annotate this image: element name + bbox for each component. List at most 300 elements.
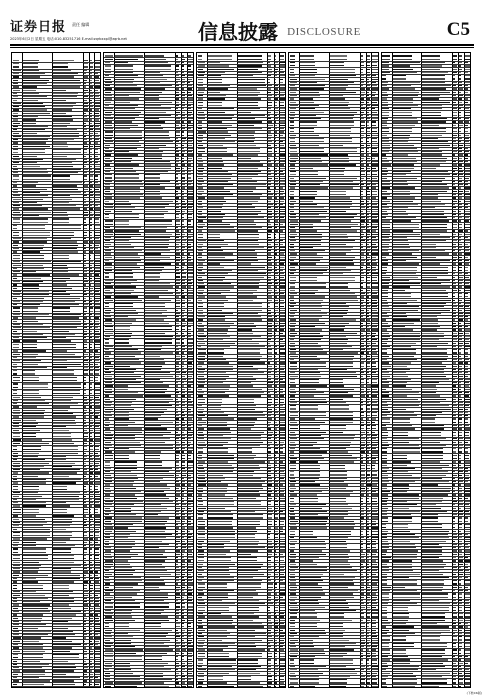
table-cell-text — [280, 336, 285, 337]
table-cell-text — [182, 445, 184, 446]
table-cell-text — [53, 370, 74, 371]
table-cell-text — [290, 267, 295, 268]
table-cell-text — [367, 184, 370, 185]
table-cell-text — [182, 580, 185, 581]
table-cell-text — [330, 333, 357, 334]
table-cell-text — [275, 508, 278, 509]
table-cell-text — [280, 349, 285, 350]
table-cell-text — [198, 280, 203, 281]
table-cell-text — [361, 369, 363, 370]
table-cell-text — [13, 90, 20, 91]
table-cell-text — [208, 164, 224, 165]
table-cell-text — [115, 346, 132, 347]
table-cell-text — [90, 298, 92, 299]
table-cell-text — [372, 75, 376, 76]
table-cell-text — [182, 191, 184, 192]
table-cell-text — [188, 263, 194, 264]
table-cell-text — [90, 403, 93, 404]
table-cell-text — [115, 405, 130, 406]
table-cell-text — [280, 465, 285, 466]
table-cell-text — [268, 161, 271, 162]
table-cell-text — [105, 121, 112, 122]
table-cell-text — [83, 281, 87, 282]
table-cell-text — [145, 448, 173, 449]
table-cell-text — [83, 618, 87, 619]
table-cell-text — [300, 392, 324, 393]
table-cell-text — [145, 501, 173, 502]
table-cell-text — [176, 227, 179, 228]
table-cell-text — [367, 121, 369, 122]
table-cell-text — [188, 547, 192, 548]
table-cell-text — [330, 161, 349, 162]
table-cell-text — [83, 146, 87, 147]
table-cell-text — [95, 298, 100, 299]
table-cell-text — [208, 465, 232, 466]
table-cell-text — [176, 405, 180, 406]
table-cell-text — [268, 362, 270, 363]
table-cell-text — [23, 126, 48, 127]
table-cell-text — [330, 62, 344, 63]
table-cell-text — [182, 511, 184, 512]
table-cell-text — [208, 69, 234, 70]
table-cell-text — [83, 651, 86, 652]
table-cell-text — [275, 339, 277, 340]
table-cell-text — [105, 537, 110, 538]
table-cell-text — [208, 227, 234, 228]
table-cell-text — [105, 339, 109, 340]
table-cell-text — [115, 333, 132, 334]
table-cell-text — [330, 283, 348, 284]
table-cell-text — [105, 498, 110, 499]
table-cell-text — [361, 125, 365, 126]
table-cell-text — [188, 666, 192, 667]
table-cell-text — [300, 72, 317, 73]
table-cell-text — [300, 455, 322, 456]
table-cell-text — [208, 62, 221, 63]
table-cell-text — [13, 192, 18, 193]
table-cell-text — [182, 448, 185, 449]
table-cell-text — [115, 184, 143, 185]
table-cell-text — [105, 303, 109, 304]
table-cell-text — [13, 311, 20, 312]
table-cell-text — [367, 141, 369, 142]
table-cell-text — [176, 300, 180, 301]
table-cell-text — [198, 587, 205, 588]
table-cell-text — [290, 501, 294, 502]
table-cell-text — [13, 505, 20, 506]
table-cell-text — [275, 220, 278, 221]
table-cell-text — [198, 145, 203, 146]
table-cell-text — [198, 385, 204, 386]
table-cell-text — [105, 329, 112, 330]
table-cell-text — [115, 326, 130, 327]
table-cell-text — [182, 405, 185, 406]
table-cell-text — [280, 508, 286, 509]
table-cell-text — [23, 598, 49, 599]
table-cell-text — [367, 230, 370, 231]
table-cell-text — [95, 96, 99, 97]
table-cell-text — [198, 191, 205, 192]
table-cell-text — [268, 112, 271, 113]
table-cell-text — [330, 399, 343, 400]
table-cell-text — [145, 263, 170, 264]
table-cell-text — [145, 115, 171, 116]
table-cell-text — [361, 448, 364, 449]
table-cell-text — [13, 535, 20, 536]
table-cell-text — [372, 273, 378, 274]
table-cell-text — [268, 527, 271, 528]
table-cell-text — [188, 554, 193, 555]
table-cell-text — [361, 534, 363, 535]
table-cell-text — [145, 471, 169, 472]
table-cell-text — [188, 349, 192, 350]
table-cell-text — [182, 115, 185, 116]
table-cell-text — [90, 347, 93, 348]
table-cell-text — [280, 663, 286, 664]
table-cell-text — [198, 570, 205, 571]
table-cell-text — [95, 420, 100, 421]
table-cell-text — [95, 156, 98, 157]
table-cell-text — [145, 564, 162, 565]
table-cell-text — [90, 73, 93, 74]
table-cell-text — [90, 436, 92, 437]
table-cell-text — [237, 343, 259, 344]
table-cell-text — [23, 189, 47, 190]
table-cell-text — [182, 537, 184, 538]
table-cell-text — [145, 508, 166, 509]
table-cell-text — [361, 293, 365, 294]
table-cell-text — [237, 679, 251, 680]
table-cell-text — [280, 653, 285, 654]
table-cell-text — [372, 389, 377, 390]
table-cell-text — [23, 103, 43, 104]
table-cell-text — [367, 62, 370, 63]
table-cell-text — [330, 88, 346, 89]
table-cell-text — [53, 80, 81, 81]
table-cell-text — [367, 521, 369, 522]
table-cell-text — [275, 65, 277, 66]
table-cell-text — [182, 197, 184, 198]
table-cell-text — [367, 448, 371, 449]
table-cell-text — [268, 148, 272, 149]
table-cell-text — [115, 135, 142, 136]
table-cell-text — [95, 162, 98, 163]
table-cell-text — [90, 512, 92, 513]
table-cell-text — [290, 125, 294, 126]
table-cell-text — [361, 392, 364, 393]
table-cell-text — [198, 72, 206, 73]
table-cell-text — [198, 686, 202, 687]
table-cell-text — [280, 412, 284, 413]
table-cell-text — [83, 166, 86, 167]
table-cell-text — [372, 65, 377, 66]
table-cell-text — [208, 247, 221, 248]
table-cell-text — [95, 456, 99, 457]
table-cell-text — [361, 438, 365, 439]
table-cell-text — [198, 220, 204, 221]
table-cell-text — [95, 166, 100, 167]
table-cell-text — [115, 686, 137, 687]
table-cell-text — [208, 498, 233, 499]
table-cell-text — [105, 481, 112, 482]
table-cell-text — [53, 103, 77, 104]
table-cell-text — [95, 410, 100, 411]
table-cell-text — [53, 664, 75, 665]
table-cell-text — [90, 301, 92, 302]
table-cell-text — [280, 541, 285, 542]
table-cell-text — [188, 362, 193, 363]
table-cell-text — [275, 560, 278, 561]
table-cell-text — [83, 505, 87, 506]
table-cell-text — [182, 468, 185, 469]
table-cell-text — [176, 679, 178, 680]
table-cell-text — [275, 557, 278, 558]
table-cell-text — [13, 641, 20, 642]
table-cell-text — [300, 197, 314, 198]
table-cell-text — [13, 159, 20, 160]
table-cell-text — [290, 498, 294, 499]
table-cell-text — [83, 479, 87, 480]
table-cell-text — [275, 69, 278, 70]
table-cell-text — [330, 164, 356, 165]
table-cell-text — [95, 519, 101, 520]
table-cell-text — [83, 103, 87, 104]
table-cell-text — [23, 337, 47, 338]
table-cell-text — [13, 413, 21, 414]
table-cell-text — [290, 105, 298, 106]
table-cell-text — [280, 567, 284, 568]
table-cell-text — [13, 575, 19, 576]
table-cell-text — [237, 547, 265, 548]
table-cell-text — [372, 333, 376, 334]
table-cell-text — [105, 504, 111, 505]
table-cell-text — [280, 461, 283, 462]
table-cell-text — [176, 547, 178, 548]
table-cell-text — [198, 346, 202, 347]
table-cell-text — [330, 458, 357, 459]
table-cell-text — [300, 313, 327, 314]
table-cell-text — [280, 197, 284, 198]
table-cell-text — [367, 442, 370, 443]
table-cell-text — [95, 63, 100, 64]
table-cell-text — [23, 251, 40, 252]
table-cell-text — [83, 245, 86, 246]
table-cell-text — [53, 116, 73, 117]
table-cell-text — [290, 88, 297, 89]
table-cell-text — [95, 66, 100, 67]
table-cell-text — [268, 395, 271, 396]
table-cell-text — [23, 512, 39, 513]
table-cell-text — [23, 123, 36, 124]
table-cell-text — [53, 129, 77, 130]
table-cell-text — [300, 253, 317, 254]
table-cell-text — [83, 106, 87, 107]
table-cell-text — [361, 465, 365, 466]
table-cell-text — [53, 337, 66, 338]
table-cell-text — [330, 115, 355, 116]
table-cell-text — [182, 593, 185, 594]
table-cell-text — [23, 255, 44, 256]
table-cell-text — [268, 382, 272, 383]
table-cell-text — [145, 498, 169, 499]
table-cell-text — [53, 430, 70, 431]
table-cell-text — [105, 399, 109, 400]
table-cell-text — [53, 205, 76, 206]
table-cell-text — [105, 174, 111, 175]
table-cell-text — [280, 171, 283, 172]
table-cell-text — [145, 577, 160, 578]
table-cell-text — [280, 346, 284, 347]
table-cell-text — [176, 82, 178, 83]
table-cell-text — [105, 310, 111, 311]
table-cell-text — [83, 327, 87, 328]
table-cell-text — [83, 294, 87, 295]
table-cell-text — [188, 385, 191, 386]
table-cell-text — [95, 86, 100, 87]
table-cell-text — [361, 372, 364, 373]
table-cell-text — [280, 118, 285, 119]
table-cell-text — [237, 237, 259, 238]
table-cell-text — [145, 554, 163, 555]
table-cell-text — [361, 148, 365, 149]
table-cell-text — [53, 644, 81, 645]
table-cell-text — [330, 402, 346, 403]
table-cell-text — [23, 380, 40, 381]
table-cell-text — [208, 653, 229, 654]
table-cell-text — [188, 577, 193, 578]
table-cell-text — [90, 400, 93, 401]
table-cell-text — [280, 620, 286, 621]
table-cell-text — [145, 679, 172, 680]
table-cell-text — [372, 422, 375, 423]
table-cell-text — [83, 284, 85, 285]
table-cell-text — [176, 498, 179, 499]
table-cell-text — [176, 468, 180, 469]
table-cell-text — [361, 498, 363, 499]
table-cell-text — [188, 98, 193, 99]
table-cell-text — [275, 125, 277, 126]
table-cell-text — [268, 640, 272, 641]
table-cell-text — [145, 362, 165, 363]
table-cell-text — [198, 112, 204, 113]
table-cell-text — [268, 260, 271, 261]
table-cell-text — [115, 465, 137, 466]
table-cell-text — [290, 352, 296, 353]
table-cell-text — [105, 666, 112, 667]
table-cell-text — [13, 522, 20, 523]
table-cell-text — [280, 257, 285, 258]
table-cell-text — [330, 508, 353, 509]
table-cell-text — [361, 316, 364, 317]
table-cell-text — [95, 340, 101, 341]
table-cell-text — [105, 148, 109, 149]
table-cell-text — [280, 409, 285, 410]
table-cell-text — [280, 168, 285, 169]
table-cell-text — [53, 225, 81, 226]
table-cell-text — [198, 283, 205, 284]
table-cell-text — [13, 80, 18, 81]
table-cell-text — [95, 76, 99, 77]
table-cell-text — [330, 141, 352, 142]
table-cell-text — [361, 230, 364, 231]
table-cell-text — [367, 207, 369, 208]
table-cell-text — [83, 321, 85, 322]
table-cell-text — [330, 313, 347, 314]
table-cell-text — [23, 360, 41, 361]
table-cell-text — [300, 349, 323, 350]
table-cell-text — [367, 468, 370, 469]
table-cell-text — [145, 286, 173, 287]
table-cell-text — [90, 192, 93, 193]
table-cell-text — [83, 248, 85, 249]
table-cell-text — [280, 181, 285, 182]
table-cell-text — [83, 601, 87, 602]
table-cell-text — [237, 669, 255, 670]
table-cell-text — [53, 139, 75, 140]
table-cell-text — [372, 303, 376, 304]
table-cell-text — [198, 547, 203, 548]
table-cell-text — [176, 359, 180, 360]
table-cell-text — [182, 161, 184, 162]
table-cell-text — [115, 442, 139, 443]
table-cell-text — [208, 636, 227, 637]
table-cell-text — [95, 241, 100, 242]
table-cell-text — [182, 220, 184, 221]
table-cell-text — [23, 426, 36, 427]
table-cell-text — [188, 323, 193, 324]
table-cell-text — [361, 471, 365, 472]
table-cell-text — [83, 70, 87, 71]
table-cell-text — [330, 220, 351, 221]
table-cell-text — [198, 415, 205, 416]
table-cell-text — [280, 643, 284, 644]
table-cell-text — [198, 366, 203, 367]
table-cell-text — [237, 649, 264, 650]
table-cell-text — [280, 607, 286, 608]
table-cell-text — [268, 593, 270, 594]
table-cell-text — [330, 174, 344, 175]
table-cell-text — [367, 491, 369, 492]
table-cell-text — [367, 164, 369, 165]
table-cell-text — [290, 237, 295, 238]
table-cell-text — [361, 478, 365, 479]
table-cell-text — [372, 511, 377, 512]
table-cell-text — [176, 112, 180, 113]
table-cell-text — [23, 212, 51, 213]
table-cell-text — [208, 280, 223, 281]
table-cell-text — [90, 265, 92, 266]
table-cell-text — [23, 185, 36, 186]
table-cell-text — [300, 273, 323, 274]
table-cell-text — [275, 610, 278, 611]
table-cell-text — [372, 178, 377, 179]
table-cell-text — [367, 343, 370, 344]
table-cell-text — [115, 339, 129, 340]
table-cell-text — [83, 532, 86, 533]
table-cell-text — [95, 453, 98, 454]
table-cell-text — [53, 327, 77, 328]
table-cell-text — [105, 488, 110, 489]
table-cell-text — [182, 283, 185, 284]
table-cell-text — [23, 311, 38, 312]
table-cell-text — [83, 73, 85, 74]
table-cell-text — [268, 686, 270, 687]
table-cell-text — [275, 135, 277, 136]
table-cell-text — [275, 280, 277, 281]
table-cell-text — [182, 310, 185, 311]
table-cell-text — [83, 661, 86, 662]
table-cell-text — [188, 151, 192, 152]
